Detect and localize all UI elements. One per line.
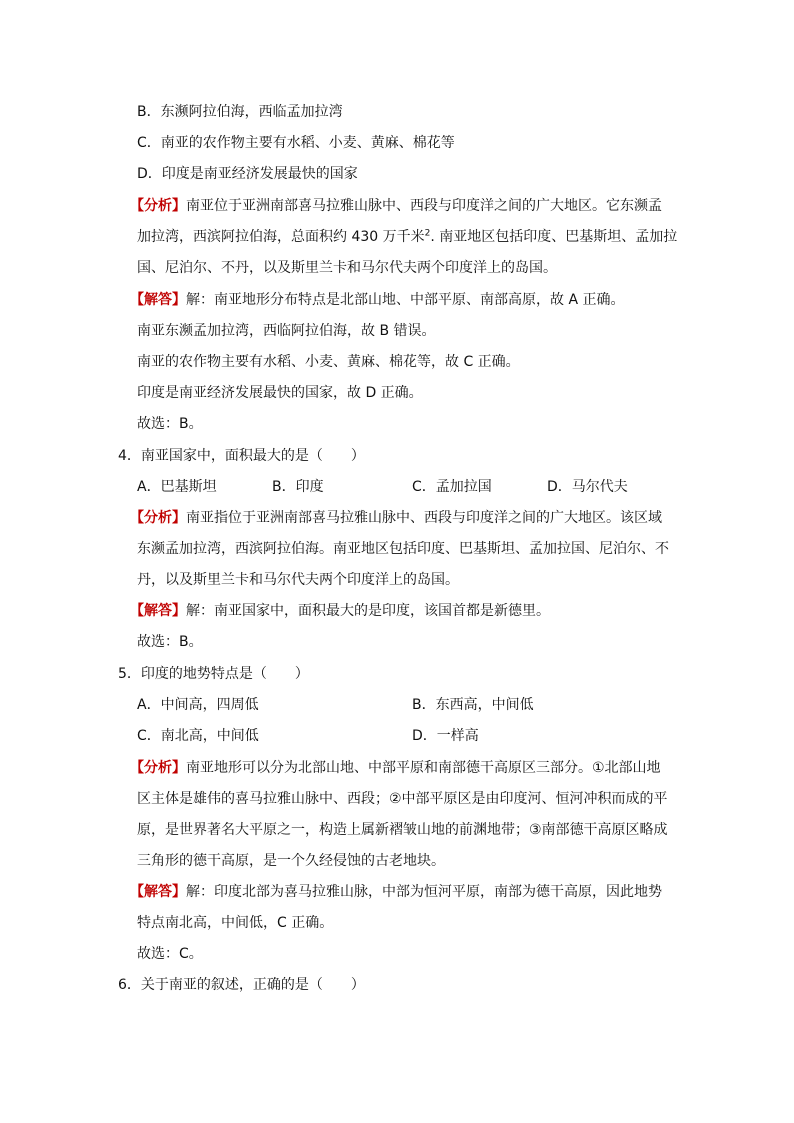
analysis-tag: 【分析】 bbox=[130, 510, 186, 526]
analysis-text: 南亚位于亚洲南部喜马拉雅山脉中、西段与印度洋之间的广大地区。它东濒孟 bbox=[186, 198, 662, 214]
analysis-tag: 【分析】 bbox=[130, 760, 186, 776]
analysis-text: 南亚地形可以分为北部山地、中部平原和南部德干高原区三部分。①北部山地 bbox=[186, 760, 661, 776]
q4-option-b: B．印度 bbox=[272, 479, 324, 495]
analysis-tag: 【分析】 bbox=[130, 198, 186, 214]
q3-answer-line-1 bbox=[130, 290, 624, 310]
q4-option-c: C．孟加拉国 bbox=[412, 479, 492, 495]
q5-answer-line-1 bbox=[130, 882, 662, 902]
q5-option-c: C．南北高，中间低 bbox=[137, 728, 259, 744]
q5-stem: 5．印度的地势特点是（ ） bbox=[118, 666, 309, 682]
q5-choice: 故选：C。 bbox=[137, 946, 203, 962]
answer-text: 解：南亚地形分布特点是北部山地、中部平原、南部高原，故 A 正确。 bbox=[186, 292, 625, 308]
answer-tag: 【解答】 bbox=[130, 884, 186, 900]
q6-stem: 6．关于南亚的叙述，正确的是（ ） bbox=[118, 977, 365, 993]
answer-text: 解：南亚国家中，面积最大的是印度，该国首都是新德里。 bbox=[186, 603, 550, 619]
q4-analysis-line-2: 东濒孟加拉湾，西滨阿拉伯海。南亚地区包括印度、巴基斯坦、孟加拉国、尼泊尔、不 bbox=[137, 541, 669, 557]
q5-analysis-line-4: 三角形的德干高原，是一个久经侵蚀的古老地块。 bbox=[137, 853, 445, 869]
q3-option-b: B．东濒阿拉伯海，西临孟加拉湾 bbox=[137, 104, 343, 120]
analysis-text: 加拉湾，西滨阿拉伯海，总面积约 430 万千米 bbox=[137, 229, 425, 245]
q3-analysis-line-2 bbox=[137, 227, 677, 247]
q5-analysis-line-2: 区主体是雄伟的喜马拉雅山脉中、西段；②中部平原区是由印度河、恒河冲积而成的平 bbox=[137, 791, 668, 807]
q3-option-c: C．南亚的农作物主要有水稻、小麦、黄麻、棉花等 bbox=[137, 135, 455, 151]
q5-analysis-line-3: 原，是世界著名大平原之一，构造上属新褶皱山地的前渊地带；③南部德干高原区略成 bbox=[137, 822, 668, 838]
q4-answer-line-1 bbox=[130, 601, 550, 621]
q5-analysis-line-1 bbox=[130, 758, 661, 778]
q4-choice: 故选：B。 bbox=[137, 634, 203, 650]
answer-tag: 【解答】 bbox=[130, 292, 186, 308]
q3-answer-line-3: 南亚的农作物主要有水稻、小麦、黄麻、棉花等，故 C 正确。 bbox=[137, 354, 520, 370]
q4-analysis-line-1 bbox=[130, 508, 662, 528]
q3-option-d: D．印度是南亚经济发展最快的国家 bbox=[137, 166, 358, 182]
q4-option-d: D．马尔代夫 bbox=[547, 479, 628, 495]
analysis-text: 南亚指位于亚洲南部喜马拉雅山脉中、西段与印度洋之间的广大地区。该区域 bbox=[186, 510, 662, 526]
q4-analysis-line-3: 丹，以及斯里兰卡和马尔代夫两个印度洋上的岛国。 bbox=[137, 572, 459, 588]
q5-option-b: B．东西高，中间低 bbox=[412, 697, 534, 713]
q5-answer-line-2: 特点南北高，中间低，C 正确。 bbox=[137, 915, 334, 931]
q3-answer-line-4: 印度是南亚经济发展最快的国家，故 D 正确。 bbox=[137, 385, 423, 401]
analysis-text: . 南亚地区包括印度、巴基斯坦、孟加拉 bbox=[430, 229, 678, 245]
q3-answer-line-2: 南亚东濒孟加拉湾，西临阿拉伯海，故 B 错误。 bbox=[137, 323, 436, 339]
q3-choice: 故选：B。 bbox=[137, 416, 203, 432]
answer-tag: 【解答】 bbox=[130, 603, 186, 619]
q3-analysis-line-1 bbox=[130, 196, 662, 216]
superscript: 2 bbox=[424, 228, 431, 239]
answer-text: 解：印度北部为喜马拉雅山脉，中部为恒河平原，南部为德干高原，因此地势 bbox=[186, 884, 662, 900]
q4-stem: 4．南亚国家中，面积最大的是（ ） bbox=[118, 448, 365, 464]
q4-option-a: A．巴基斯坦 bbox=[137, 479, 217, 495]
q5-option-a: A．中间高，四周低 bbox=[137, 697, 259, 713]
q5-option-d: D．一样高 bbox=[412, 728, 479, 744]
q3-analysis-line-3: 国、尼泊尔、不丹，以及斯里兰卡和马尔代夫两个印度洋上的岛国。 bbox=[137, 260, 557, 276]
